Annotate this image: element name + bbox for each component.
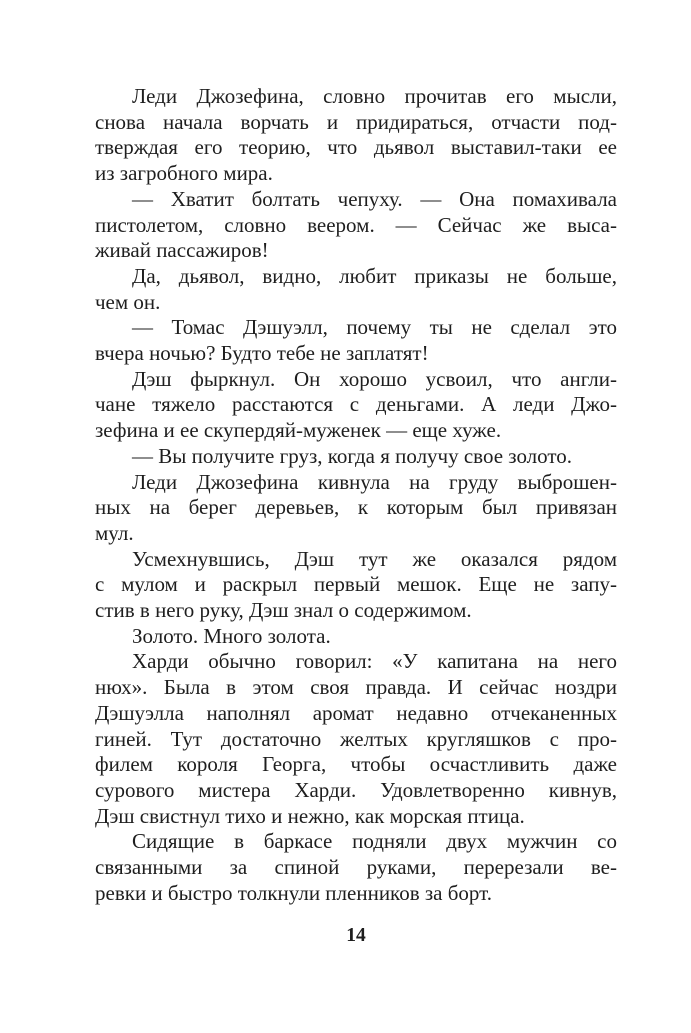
- text-line: ревки и быстро толкнули пленников за борт.: [95, 880, 492, 905]
- paragraph: [95, 444, 617, 470]
- text-line: зефина и ее скупердяй-муженек — еще хуже.: [95, 418, 502, 443]
- paragraph: [95, 470, 617, 547]
- text-line: сурового мистера Харди. Удовлетворенно кивнув,: [95, 777, 617, 802]
- text-line: филем короля Георга, чтобы осчастливить даже: [95, 752, 617, 777]
- text-line: Дэш свистнул тихо и нежно, как морская птица.: [95, 803, 525, 828]
- text-line: нюх». Была в этом своя правда. И сейчас ноздри: [95, 675, 617, 700]
- paragraph: [95, 547, 617, 624]
- text-line: Леди Джозефина, словно прочитав его мысли,: [132, 84, 617, 108]
- text-line: — Хватит болтать чепуху. — Она помахивала: [132, 186, 617, 211]
- text-line: — Вы получите груз, когда я получу свое золото.: [132, 443, 573, 468]
- page-number: 14: [346, 925, 366, 946]
- text-line: пистолетом, словно веером. — Сейчас же выса-: [95, 212, 617, 237]
- text-line: с мулом и раскрыл первый мешок. Еще не запу-: [95, 572, 617, 597]
- text-line: снова начала ворчать и придираться, отчасти под-: [95, 109, 617, 134]
- text-line: Усмехнувшись, Дэш тут же оказался рядом: [132, 546, 617, 571]
- text-line: из загробного мира.: [95, 161, 273, 186]
- text-line: Леди Джозефина кивнула на груду выброшен-: [132, 469, 617, 494]
- paragraph: [95, 315, 617, 366]
- text-line: гиней. Тут достаточно желтых кругляшков с про-: [95, 726, 617, 751]
- text-line: чем он.: [95, 289, 161, 314]
- text-line: вчера ночью? Будто тебе не заплатят!: [95, 341, 429, 366]
- text-line: связанными за спиной руками, перерезали ве-: [95, 855, 617, 880]
- text-line: Сидящие в баркасе подняли двух мужчин со: [132, 829, 617, 854]
- text-line: — Томас Дэшуэлл, почему ты не сделал это: [132, 315, 617, 340]
- text-line: тверждая его теорию, что дьявол выставил-таки ее: [95, 135, 617, 160]
- text-line: Дэш фыркнул. Он хорошо усвоил, что англи-: [132, 366, 617, 391]
- paragraph: [95, 264, 617, 315]
- paragraph: [95, 624, 617, 650]
- text-line: чане тяжело расстаются с деньгами. А леди Джо-: [95, 392, 617, 417]
- text-line: Да, дьявол, видно, любит приказы не больше,: [132, 263, 617, 288]
- paragraph: [95, 829, 617, 906]
- paragraph: [95, 187, 617, 264]
- paragraph: [95, 367, 617, 444]
- paragraph: [95, 649, 617, 829]
- text-line: Дэшуэлла наполнял аромат недавно отчеканенных: [95, 700, 617, 725]
- text-line: мул.: [95, 520, 134, 545]
- paragraph: [95, 84, 617, 187]
- text-line: Золото. Много золота.: [132, 623, 331, 648]
- text-line: стив в него руку, Дэш знал о содержимом.: [95, 598, 472, 623]
- text-line: Харди обычно говорил: «У капитана на него: [132, 649, 617, 674]
- text-line: живай пассажиров!: [95, 238, 269, 263]
- text-line: ных на берег деревьев, к которым был привязан: [95, 495, 617, 520]
- text-block: [95, 84, 617, 907]
